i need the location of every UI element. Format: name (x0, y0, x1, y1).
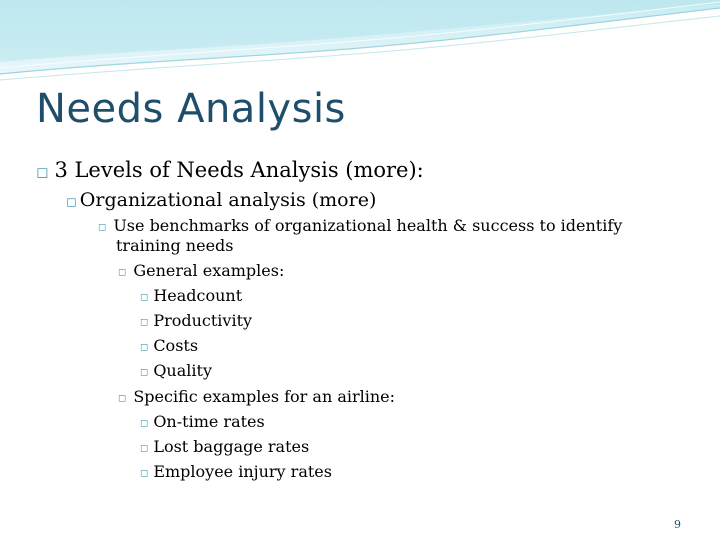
bullet-text: Lost baggage rates (153, 437, 310, 456)
bullet-text: Specific examples for an airline: (133, 387, 396, 406)
bullet-text: 3 Levels of Needs Analysis (more): (54, 158, 424, 182)
bullet-level3-continuation (116, 236, 233, 255)
bullet-box-icon: ◻ (36, 163, 49, 181)
slide-number: 9 (674, 518, 681, 531)
bullet-text: Headcount (153, 286, 243, 305)
bullet-box-icon: ◻ (140, 468, 149, 479)
list-item (140, 311, 252, 330)
list-item (140, 437, 309, 456)
bullet-box-icon: ◻ (118, 267, 127, 278)
bullet-box-icon: ◻ (140, 317, 149, 328)
bullet-text: General examples: (133, 261, 285, 280)
bullet-box-icon: ◻ (140, 418, 149, 429)
bullet-box-icon: ◻ (140, 367, 149, 378)
specific-examples-heading (118, 387, 395, 406)
bullet-text: Employee injury rates (153, 462, 332, 481)
bullet-box-icon: ◻ (140, 443, 149, 454)
bullet-text: Organizational analysis (more) (79, 189, 377, 211)
bullet-level1 (36, 158, 424, 182)
bullet-box-icon: ◻ (140, 292, 149, 303)
bullet-box-icon: ◻ (66, 195, 77, 210)
list-item (140, 286, 242, 305)
bullet-text: training needs (116, 236, 234, 255)
bullet-text: Costs (153, 336, 199, 355)
bullet-level2 (66, 189, 376, 211)
slide-title: Needs Analysis (36, 86, 346, 132)
bullet-text: Use benchmarks of organizational health & success to identify (113, 216, 623, 235)
list-item (140, 361, 212, 380)
bullet-text: Productivity (153, 311, 253, 330)
general-examples-heading (118, 261, 284, 280)
bullet-text: Quality (153, 361, 212, 380)
bullet-level3 (98, 216, 622, 235)
bullet-box-icon: ◻ (118, 393, 127, 404)
bullet-box-icon: ◻ (140, 342, 149, 353)
list-item (140, 462, 332, 481)
bullet-text: On-time rates (153, 412, 265, 431)
list-item (140, 412, 265, 431)
list-item (140, 336, 198, 355)
bullet-box-icon: ◻ (98, 222, 107, 233)
